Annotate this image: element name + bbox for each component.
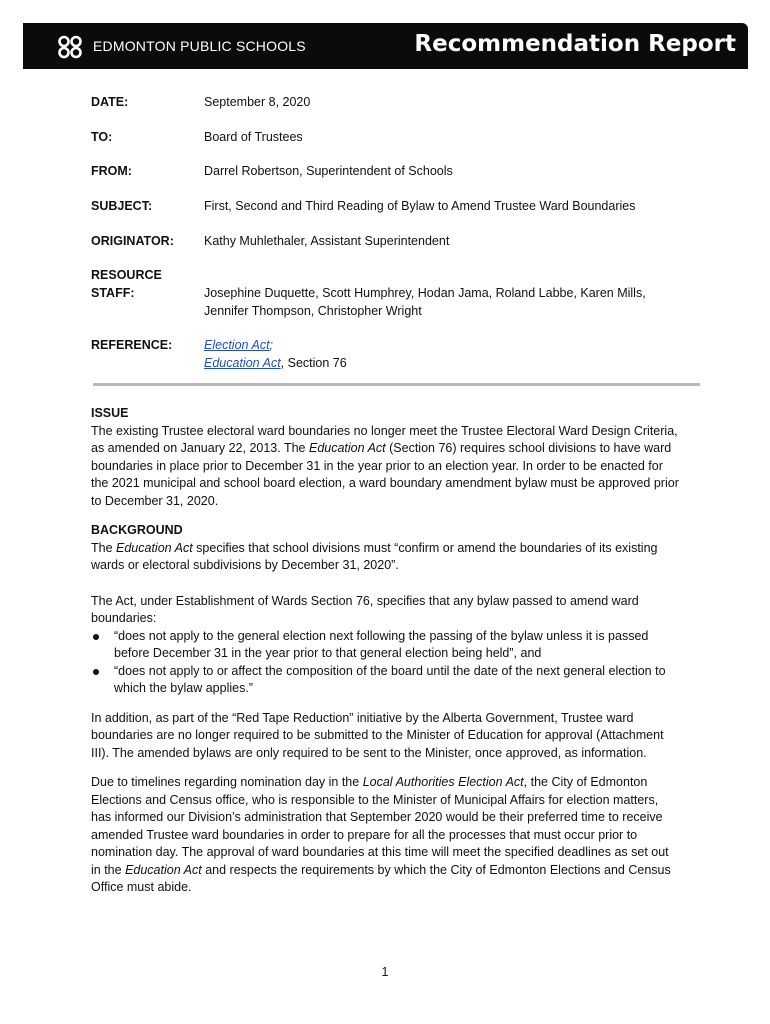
date-label: DATE:	[91, 95, 129, 109]
bg-p1-education-act: Education Act	[116, 540, 193, 555]
background-paragraph-2: The Act, under Establishment of Wards Section 76, specifies that any bylaw passed to amend ward boundaries:	[91, 593, 639, 625]
background-heading: BACKGROUND	[91, 523, 183, 537]
section-divider	[93, 383, 700, 386]
bg-p1-part-a: The	[91, 540, 117, 555]
issue-heading: ISSUE	[91, 406, 129, 420]
background-paragraph-4	[91, 774, 681, 897]
page-number: 1	[381, 965, 389, 979]
bg-p4-local-authorities-election-act: Local Authorities Election Act	[362, 775, 524, 789]
resource-label-line-2: STAFF:	[91, 286, 135, 300]
spacer	[91, 698, 681, 710]
spacer	[91, 510, 681, 522]
spacer	[91, 762, 681, 774]
eps-logo-icon	[56, 35, 86, 59]
bg-p1-part-b: specifies that school divisions must “confirm or amend the boundaries of its existing wards or electoral subdivisions by December 31, 2020”.	[91, 540, 658, 572]
bg-p4-part-c: and respects the requirements by which the City of Edmonton Elections and Census Office must abide.	[91, 862, 671, 894]
from-value: Darrel Robertson, Superintendent of Schools	[204, 164, 453, 178]
from-label: FROM:	[91, 164, 132, 178]
originator-value: Kathy Muhlethaler, Assistant Superintendent	[204, 234, 450, 248]
reference-line-1	[204, 336, 684, 354]
to-value: Board of Trustees	[204, 130, 303, 144]
bg-p4-part-b: , the City of Edmonton Elections and Census office, who is responsible to the Minister of Municipal Affairs for election matters, has informed our Division’s administration that September 2020 would be their preferred time to receive amended Trustee ward boundaries in order to prepare for all the processes that must occur prior to nomination day. The approval of ward boundaries at this time will meet the specified deadlines as set out in the	[91, 775, 669, 877]
report-body	[91, 405, 681, 897]
issue-paragraph	[91, 423, 681, 511]
subject-label: SUBJECT:	[91, 199, 153, 213]
bg-p4-education-act: Education Act	[125, 862, 202, 877]
resource-staff-line-2: Jennifer Thompson, Christopher Wright	[204, 304, 422, 318]
date-value: September 8, 2020	[204, 95, 311, 109]
to-label: TO:	[91, 130, 113, 144]
reference-suffix-1: ;	[269, 338, 274, 352]
election-act-link[interactable]: Election Act	[204, 338, 270, 352]
background-paragraph-1	[91, 540, 681, 575]
section-76-list	[91, 628, 681, 698]
spacer	[91, 575, 681, 593]
education-act-link[interactable]: Education Act	[204, 356, 281, 370]
list-item: “does not apply to or affect the composition of the board until the date of the next general election to which the bylaw applies.”	[91, 663, 681, 698]
originator-label: ORIGINATOR:	[91, 234, 174, 248]
reference-label: REFERENCE:	[91, 338, 173, 352]
issue-text-part-2: (Section 76) requires school divisions to have ward boundaries in place prior to December 31 in the year prior to an election year. In order to be enacted for the 2021 municipal and school board election, a ward boundary amendment bylaw must be approved prior to December 31, 2020.	[91, 441, 679, 508]
resource-label-line-1: RESOURCE	[91, 268, 162, 282]
report-header	[23, 23, 748, 69]
issue-text-part-1: The existing Trustee electoral ward boundaries no longer meet the Trustee Electoral Ward Design Criteria, as amended on January 22, 2013. The	[91, 423, 678, 455]
bg-p4-part-a: Due to timelines regarding nomination day in the	[91, 775, 363, 789]
report-title: Recommendation Report	[414, 31, 736, 57]
issue-education-act: Education Act	[308, 441, 386, 455]
reference-line-2	[204, 354, 684, 372]
resource-staff-line-1: Josephine Duquette, Scott Humphrey, Hodan Jama, Roland Labbe, Karen Mills,	[204, 286, 646, 300]
background-paragraph-3: In addition, as part of the “Red Tape Reduction” initiative by the Alberta Government, Trustee ward boundaries are no longer required to be submitted to the Minister of Education for approval (Attachment III). The amended bylaws are only required to be sent to the Minister, once approved, as information.	[91, 710, 664, 760]
organization-name: EDMONTON PUBLIC SCHOOLS	[93, 38, 306, 54]
subject-value: First, Second and Third Reading of Bylaw to Amend Trustee Ward Boundaries	[204, 199, 636, 213]
reference-suffix-2: , Section 76	[280, 356, 347, 370]
list-item: “does not apply to the general election next following the passing of the bylaw unless it is passed before December 31 in the year prior to that general election being held”, and	[91, 628, 681, 663]
